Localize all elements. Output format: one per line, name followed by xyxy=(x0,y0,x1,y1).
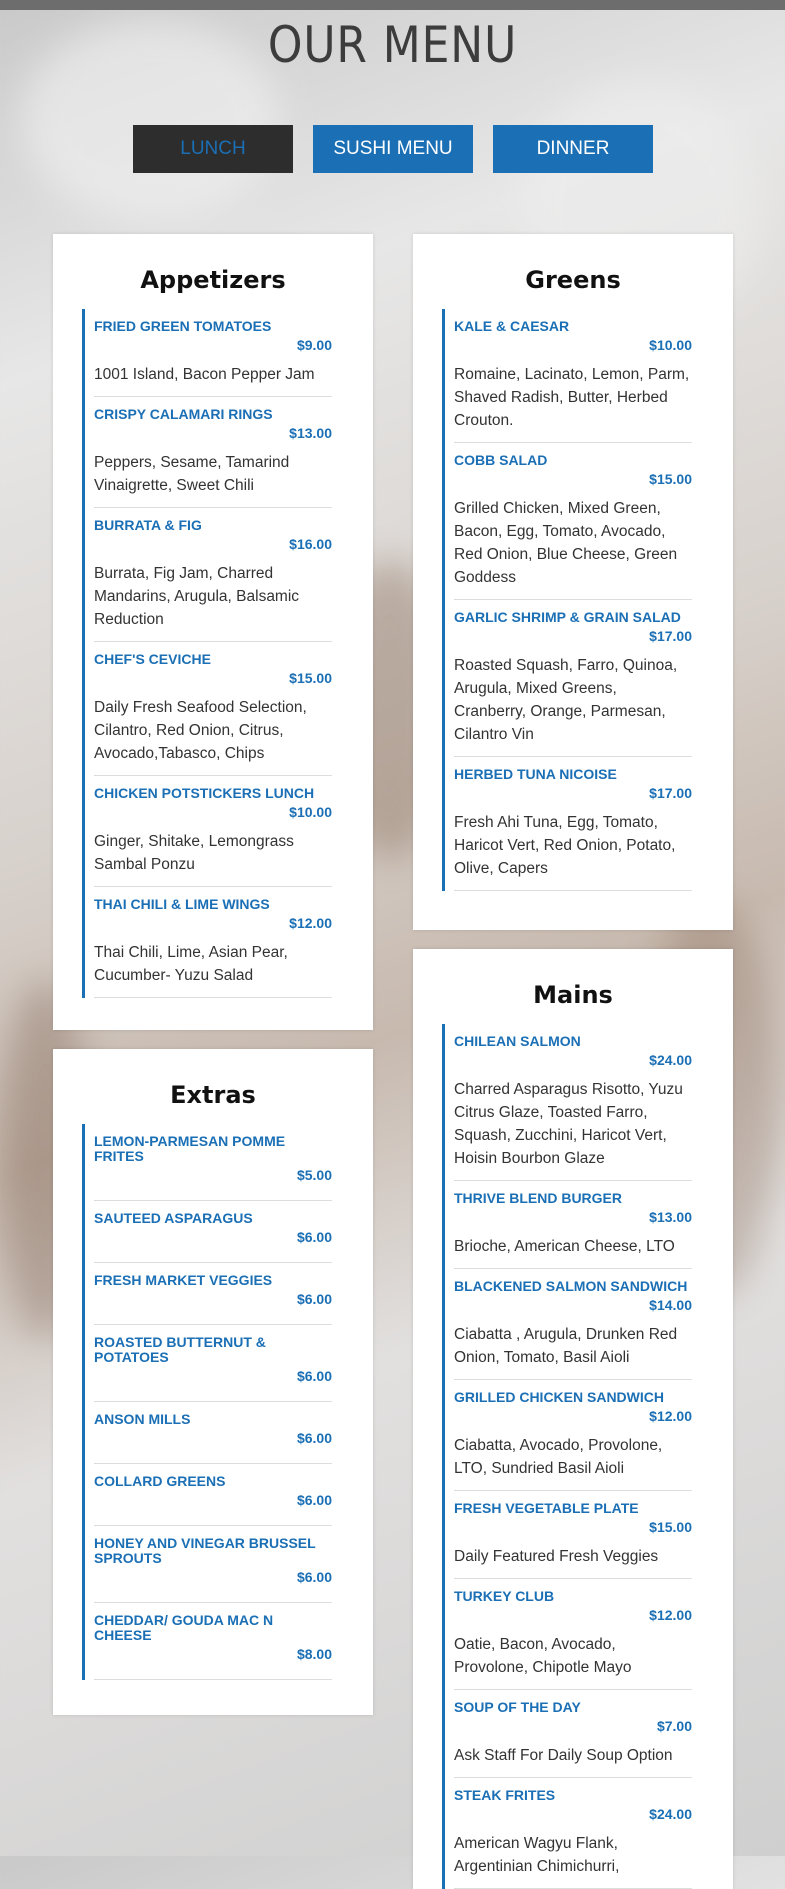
item-name: ROASTED BUTTERNUT & POTATOES xyxy=(94,1334,266,1365)
list-item xyxy=(454,1690,692,1778)
appetizers-card xyxy=(53,234,373,1030)
item-price: $12.00 xyxy=(649,1607,692,1623)
item-price: $7.00 xyxy=(656,1718,692,1734)
item-name: CHEDDAR/ GOUDA MAC N CHEESE xyxy=(94,1612,274,1643)
item-name: ANSON MILLS xyxy=(94,1411,191,1427)
item-price: $12.00 xyxy=(289,915,332,931)
item-name: SOUP OF THE DAY xyxy=(454,1699,581,1715)
item-name: CHICKEN POTSTICKERS LUNCH xyxy=(94,785,315,801)
item-description: Ciabatta , Arugula, Drunken Red Onion, Tomato, Basil Aioli xyxy=(454,1326,678,1366)
item-price: $9.00 xyxy=(296,337,332,353)
item-name: HONEY AND VINEGAR BRUSSEL SPROUTS xyxy=(94,1535,316,1566)
list-item xyxy=(94,1464,332,1526)
item-description: American Wagyu Flank, Argentinian Chimichurri, xyxy=(454,1835,620,1875)
item-description: Fresh Ahi Tuna, Egg, Tomato, Haricot Vert, Red Onion, Potato, Olive, Capers xyxy=(454,814,676,877)
tab-sushi-menu[interactable]: SUSHI MENU xyxy=(313,125,473,173)
section-title: Appetizers xyxy=(140,266,286,294)
item-description: Romaine, Lacinato, Lemon, Parm, Shaved Radish, Butter, Herbed Crouton. xyxy=(454,366,690,429)
item-name: STEAK FRITES xyxy=(454,1787,556,1803)
item-name: KALE & CAESAR xyxy=(454,318,570,334)
item-name: TURKEY CLUB xyxy=(454,1588,555,1604)
list-item xyxy=(454,1181,692,1269)
item-description: Daily Featured Fresh Veggies xyxy=(454,1548,659,1565)
list-item xyxy=(454,600,692,757)
list-item xyxy=(94,1603,332,1680)
list-item xyxy=(454,443,692,600)
item-price: $6.00 xyxy=(296,1492,332,1508)
item-name: CHEF'S CEVICHE xyxy=(94,651,211,667)
menu-tabs xyxy=(133,125,653,173)
item-name: FRIED GREEN TOMATOES xyxy=(94,318,272,334)
list-item xyxy=(454,1269,692,1380)
item-description: Charred Asparagus Risotto, Yuzu Citrus Glaze, Toasted Farro, Squash, Zucchini, Haricot Vert, Hoisin Bourbon Glaze xyxy=(454,1081,683,1167)
section-title: Mains xyxy=(533,981,613,1009)
item-price: $6.00 xyxy=(296,1229,332,1245)
list-item xyxy=(94,309,332,397)
item-price: $8.00 xyxy=(296,1646,332,1662)
list-item xyxy=(454,1579,692,1690)
section-title: Greens xyxy=(525,266,621,294)
item-description: 1001 Island, Bacon Pepper Jam xyxy=(94,366,315,383)
appetizers-list xyxy=(82,309,332,998)
item-description: Peppers, Sesame, Tamarind Vinaigrette, Sweet Chili xyxy=(94,454,290,494)
list-item xyxy=(94,1124,332,1201)
item-name: FRESH VEGETABLE PLATE xyxy=(454,1500,639,1516)
greens-card xyxy=(413,234,733,930)
item-price: $15.00 xyxy=(289,670,332,686)
item-price: $5.00 xyxy=(296,1167,332,1183)
list-item xyxy=(454,1380,692,1491)
item-name: CHILEAN SALMON xyxy=(454,1033,581,1049)
greens-list xyxy=(442,309,692,891)
item-name: GARLIC SHRIMP & GRAIN SALAD xyxy=(454,609,681,625)
item-name: FRESH MARKET VEGGIES xyxy=(94,1272,273,1288)
item-price: $24.00 xyxy=(649,1806,692,1822)
item-price: $6.00 xyxy=(296,1569,332,1585)
extras-list xyxy=(82,1124,332,1680)
item-name: GRILLED CHICKEN SANDWICH xyxy=(454,1389,664,1405)
item-price: $16.00 xyxy=(289,536,332,552)
list-item xyxy=(94,397,332,508)
tab-lunch[interactable]: LUNCH xyxy=(133,125,293,173)
item-name: HERBED TUNA NICOISE xyxy=(454,766,617,782)
top-bar xyxy=(0,0,785,10)
item-price: $10.00 xyxy=(289,804,332,820)
mains-card xyxy=(413,949,733,1889)
list-item xyxy=(94,776,332,887)
item-price: $12.00 xyxy=(649,1408,692,1424)
item-description: Ask Staff For Daily Soup Option xyxy=(454,1747,673,1764)
list-item xyxy=(94,1263,332,1325)
item-price: $10.00 xyxy=(649,337,692,353)
item-price: $6.00 xyxy=(296,1368,332,1384)
extras-card xyxy=(53,1049,373,1715)
item-description: Thai Chili, Lime, Asian Pear, Cucumber- Yuzu Salad xyxy=(94,944,288,984)
item-description: Daily Fresh Seafood Selection, Cilantro, Red Onion, Citrus, Avocado,Tabasco, Chips xyxy=(94,699,307,762)
section-title: Extras xyxy=(170,1081,256,1109)
item-description: Burrata, Fig Jam, Charred Mandarins, Arugula, Balsamic Reduction xyxy=(94,565,300,628)
item-price: $17.00 xyxy=(649,785,692,801)
list-item xyxy=(94,887,332,998)
list-item xyxy=(454,1024,692,1181)
list-item xyxy=(94,1201,332,1263)
item-price: $17.00 xyxy=(649,628,692,644)
mains-list xyxy=(442,1024,692,1889)
list-item xyxy=(94,1325,332,1402)
list-item xyxy=(454,757,692,891)
item-description: Ginger, Shitake, Lemongrass Sambal Ponzu xyxy=(94,833,294,873)
list-item xyxy=(94,1402,332,1464)
item-name: SAUTEED ASPARAGUS xyxy=(94,1210,253,1226)
item-price: $14.00 xyxy=(649,1297,692,1313)
list-item xyxy=(94,508,332,642)
list-item xyxy=(94,642,332,776)
page-title: OUR MENU xyxy=(267,16,518,74)
item-price: $13.00 xyxy=(289,425,332,441)
item-price: $15.00 xyxy=(649,471,692,487)
item-name: COBB SALAD xyxy=(454,452,548,468)
item-description: Oatie, Bacon, Avocado, Provolone, Chipotle Mayo xyxy=(454,1636,632,1676)
item-price: $6.00 xyxy=(296,1291,332,1307)
item-description: Ciabatta, Avocado, Provolone, LTO, Sundried Basil Aioli xyxy=(454,1437,663,1477)
item-name: CRISPY CALAMARI RINGS xyxy=(94,406,273,422)
list-item xyxy=(454,309,692,443)
item-name: THRIVE BLEND BURGER xyxy=(454,1190,623,1206)
item-name: COLLARD GREENS xyxy=(94,1473,226,1489)
tab-dinner[interactable]: DINNER xyxy=(493,125,653,173)
list-item xyxy=(454,1491,692,1579)
item-name: LEMON-PARMESAN POMME FRITES xyxy=(94,1133,286,1164)
item-price: $13.00 xyxy=(649,1209,692,1225)
list-item xyxy=(454,1778,692,1889)
list-item xyxy=(94,1526,332,1603)
item-name: BLACKENED SALMON SANDWICH xyxy=(454,1278,688,1294)
item-name: BURRATA & FIG xyxy=(94,517,202,533)
item-description: Brioche, American Cheese, LTO xyxy=(454,1238,675,1255)
item-description: Roasted Squash, Farro, Quinoa, Arugula, Mixed Greens, Cranberry, Orange, Parmesan, Cilantro Vin xyxy=(454,657,678,743)
item-description: Grilled Chicken, Mixed Green, Bacon, Egg, Tomato, Avocado, Red Onion, Blue Cheese, Green Goddess xyxy=(454,500,678,586)
item-name: THAI CHILI & LIME WINGS xyxy=(94,896,270,912)
item-price: $24.00 xyxy=(649,1052,692,1068)
item-price: $15.00 xyxy=(649,1519,692,1535)
item-price: $6.00 xyxy=(296,1430,332,1446)
